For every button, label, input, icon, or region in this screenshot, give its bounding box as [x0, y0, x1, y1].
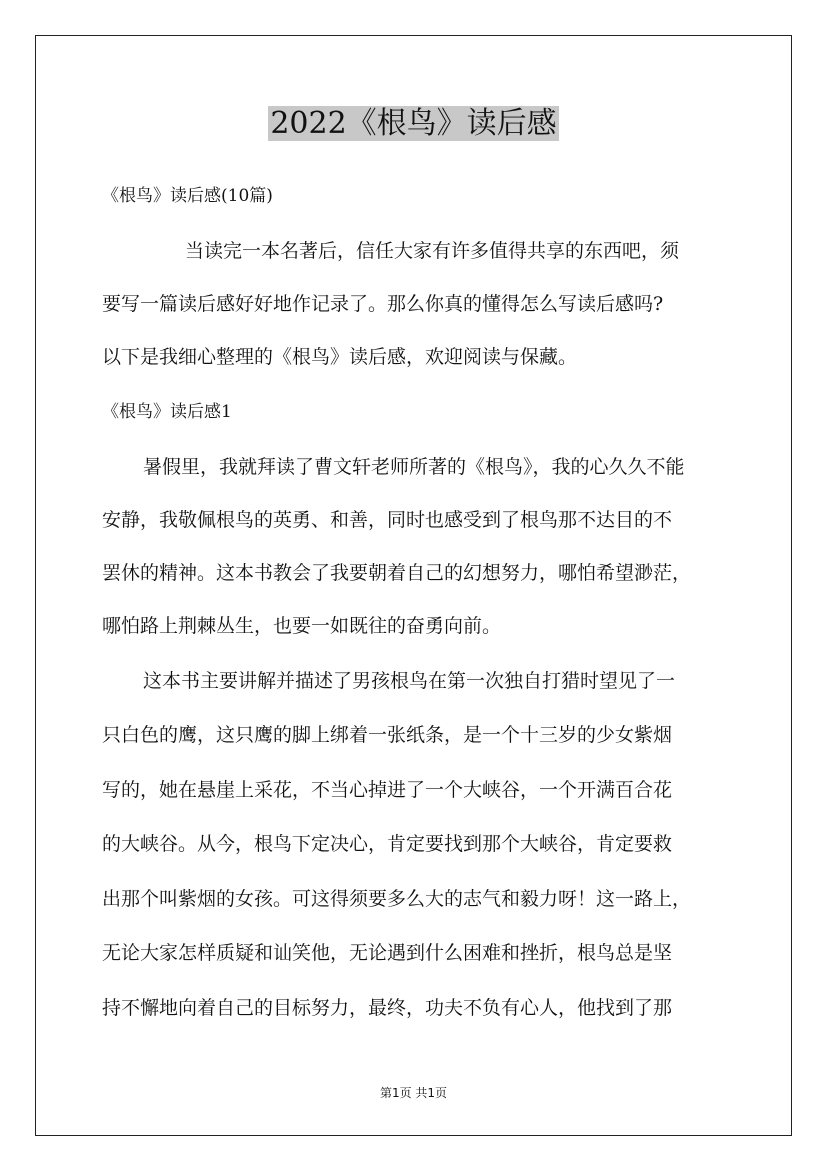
document-subtitle: 《根鸟》读后感(10篇)	[102, 186, 273, 206]
paragraph1-line-3: 罢休的精神。这本书教会了我要朝着自己的幻想努力，哪怕希望渺茫，	[102, 562, 692, 584]
paragraph2-line-3: 写的，她在悬崖上采花，不当心掉进了一个大峡谷，一个开满百合花	[102, 779, 673, 801]
document-title	[0, 104, 827, 144]
paragraph2-line-4: 的大峡谷。从今，根鸟下定决心，肯定要找到那个大峡谷，肯定要救	[102, 833, 673, 855]
paragraph1-line-2: 安静，我敬佩根鸟的英勇、和善，同时也感受到了根鸟那不达目的不	[102, 509, 673, 531]
page-footer: 第1页 共1页	[379, 1086, 448, 1100]
paragraph2-line-7: 持不懈地向着自己的目标努力，最终，功夫不负有心人，他找到了那	[102, 997, 673, 1019]
document-title-text: 2022《根鸟》读后感	[270, 106, 557, 141]
paragraph1-line-1: 暑假里，我就拜读了曹文轩老师所著的《根鸟》，我的心久久不能	[143, 456, 685, 478]
intro-line-2: 要写一篇读后感好好地作记录了。那么你真的懂得怎么写读后感吗?	[102, 293, 664, 315]
intro-line-3: 以下是我细心整理的《根鸟》读后感，欢迎阅读与保藏。	[102, 346, 578, 368]
section-heading: 《根鸟》读后感1	[102, 402, 232, 422]
paragraph2-line-2: 只白色的鹰，这只鹰的脚上绑着一张纸条，是一个十三岁的少女紫烟	[102, 724, 673, 746]
paragraph1-line-4: 哪怕路上荆棘丛生，也要一如既往的奋勇向前。	[102, 615, 502, 637]
intro-line-1: 当读完一本名著后，信任大家有许多值得共享的东西吧，须	[185, 240, 680, 262]
paragraph2-line-6: 无论大家怎样质疑和讪笑他，无论遇到什么困难和挫折，根鸟总是坚	[102, 942, 673, 964]
paragraph2-line-5: 出那个叫紫烟的女孩。可这得须要多么大的志气和毅力呀！这一路上，	[102, 888, 692, 910]
paragraph2-line-1: 这本书主要讲解并描述了男孩根鸟在第一次独自打猎时望见了一	[143, 670, 676, 692]
